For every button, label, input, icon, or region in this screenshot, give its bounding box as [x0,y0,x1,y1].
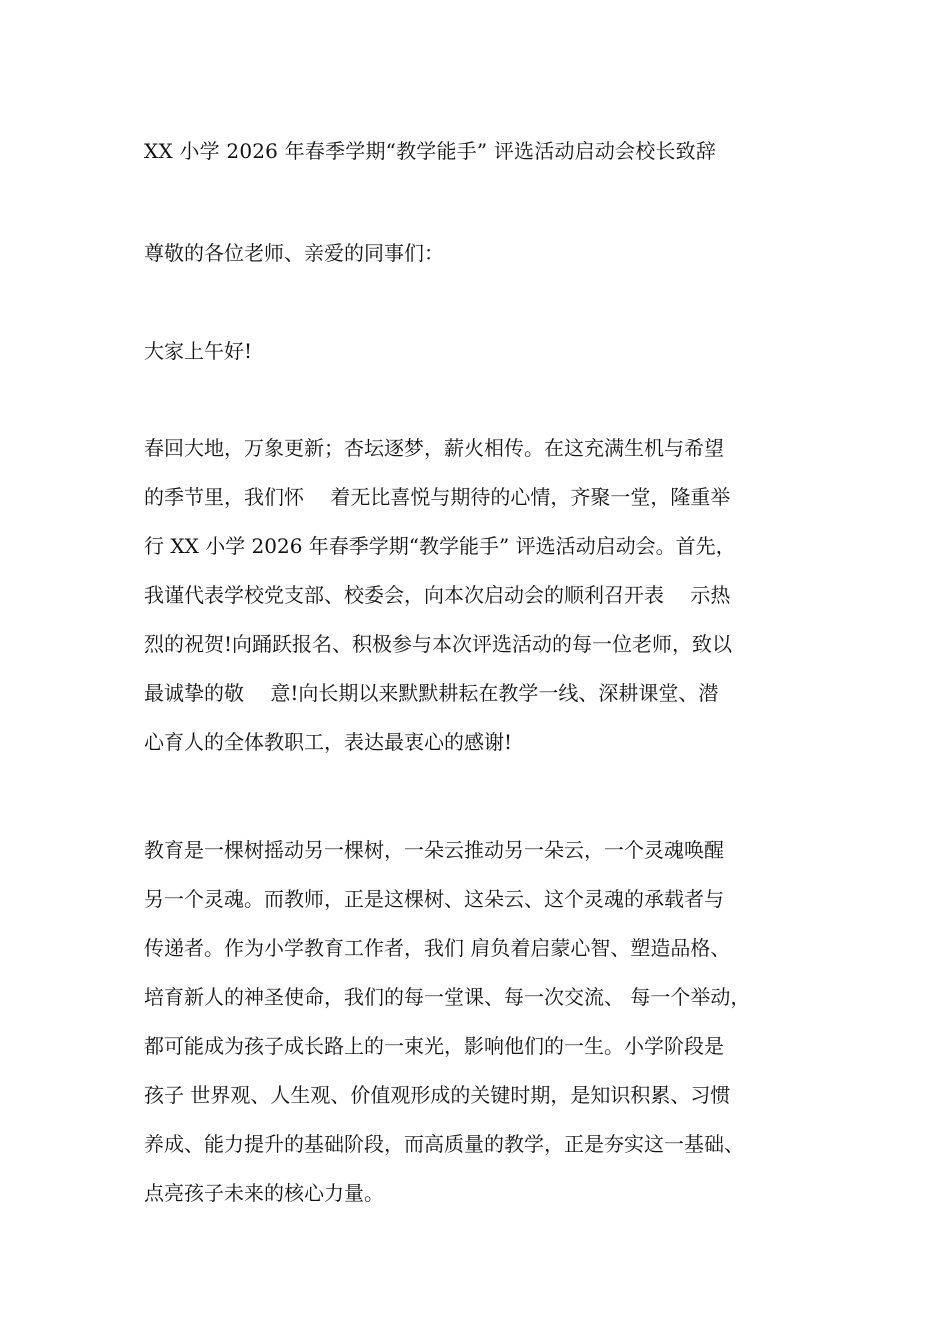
paragraph-line: 培育新人的神圣使命，我们的每一堂课、每一次交流、 每一个举动， [144,985,751,1009]
paragraph-line: 都可能成为孩子成长路上的一束光，影响他们的一生。小学阶段是 [144,1034,724,1058]
paragraph-opening [144,433,834,776]
paragraph-education [144,835,834,1227]
paragraph-line: 最诚挚的敬 意!向长期以来默默耕耘在教学一线、深耕课堂、潜 [144,681,719,705]
salutation: 尊敬的各位老师、亲爱的同事们： [144,241,444,265]
paragraph-line: 点亮孩子未来的核心力量。 [144,1181,384,1205]
paragraph-line: 我谨代表学校党支部、校委会，向本次启动会的顺利召开表 示热 [144,583,731,607]
paragraph-line: 心育人的全体教职工，表达最衷心的感谢! [144,730,513,754]
paragraph-line: 传递者。作为小学教育工作者，我们 肩负着启蒙心智、塑造品格、 [144,936,731,960]
paragraph-line: 行 XX 小学 2026 年春季学期“教学能手” 评选活动启动会。首先， [144,534,736,558]
paragraph-line: 教育是一棵树摇动另一棵树，一朵云推动另一朵云，一个灵魂唤醒 [144,838,724,862]
greeting: 大家上午好! [144,339,253,363]
paragraph-line: 的季节里，我们怀 着无比喜悦与期待的心情，齐聚一堂，隆重举 [144,485,731,509]
paragraph-line: 孩子 世界观、人生观、价值观形成的关键时期，是知识积累、习惯 [144,1083,731,1107]
paragraph-line: 春回大地，万象更新；杏坛逐梦，薪火相传。在这充满生机与希望 [144,436,724,460]
document-title: XX 小学 2026 年春季学期“教学能手” 评选活动启动会校长致辞 [144,139,717,163]
paragraph-line: 养成、能力提升的基础阶段，而高质量的教学，正是夯实这一基础、 [144,1132,744,1156]
paragraph-line: 烈的祝贺!向踊跃报名、积极参与本次评选活动的每一位老师，致以 [144,632,733,656]
paragraph-line: 另一个灵魂。而教师，正是这棵树、这朵云、这个灵魂的承载者与 [144,887,724,911]
